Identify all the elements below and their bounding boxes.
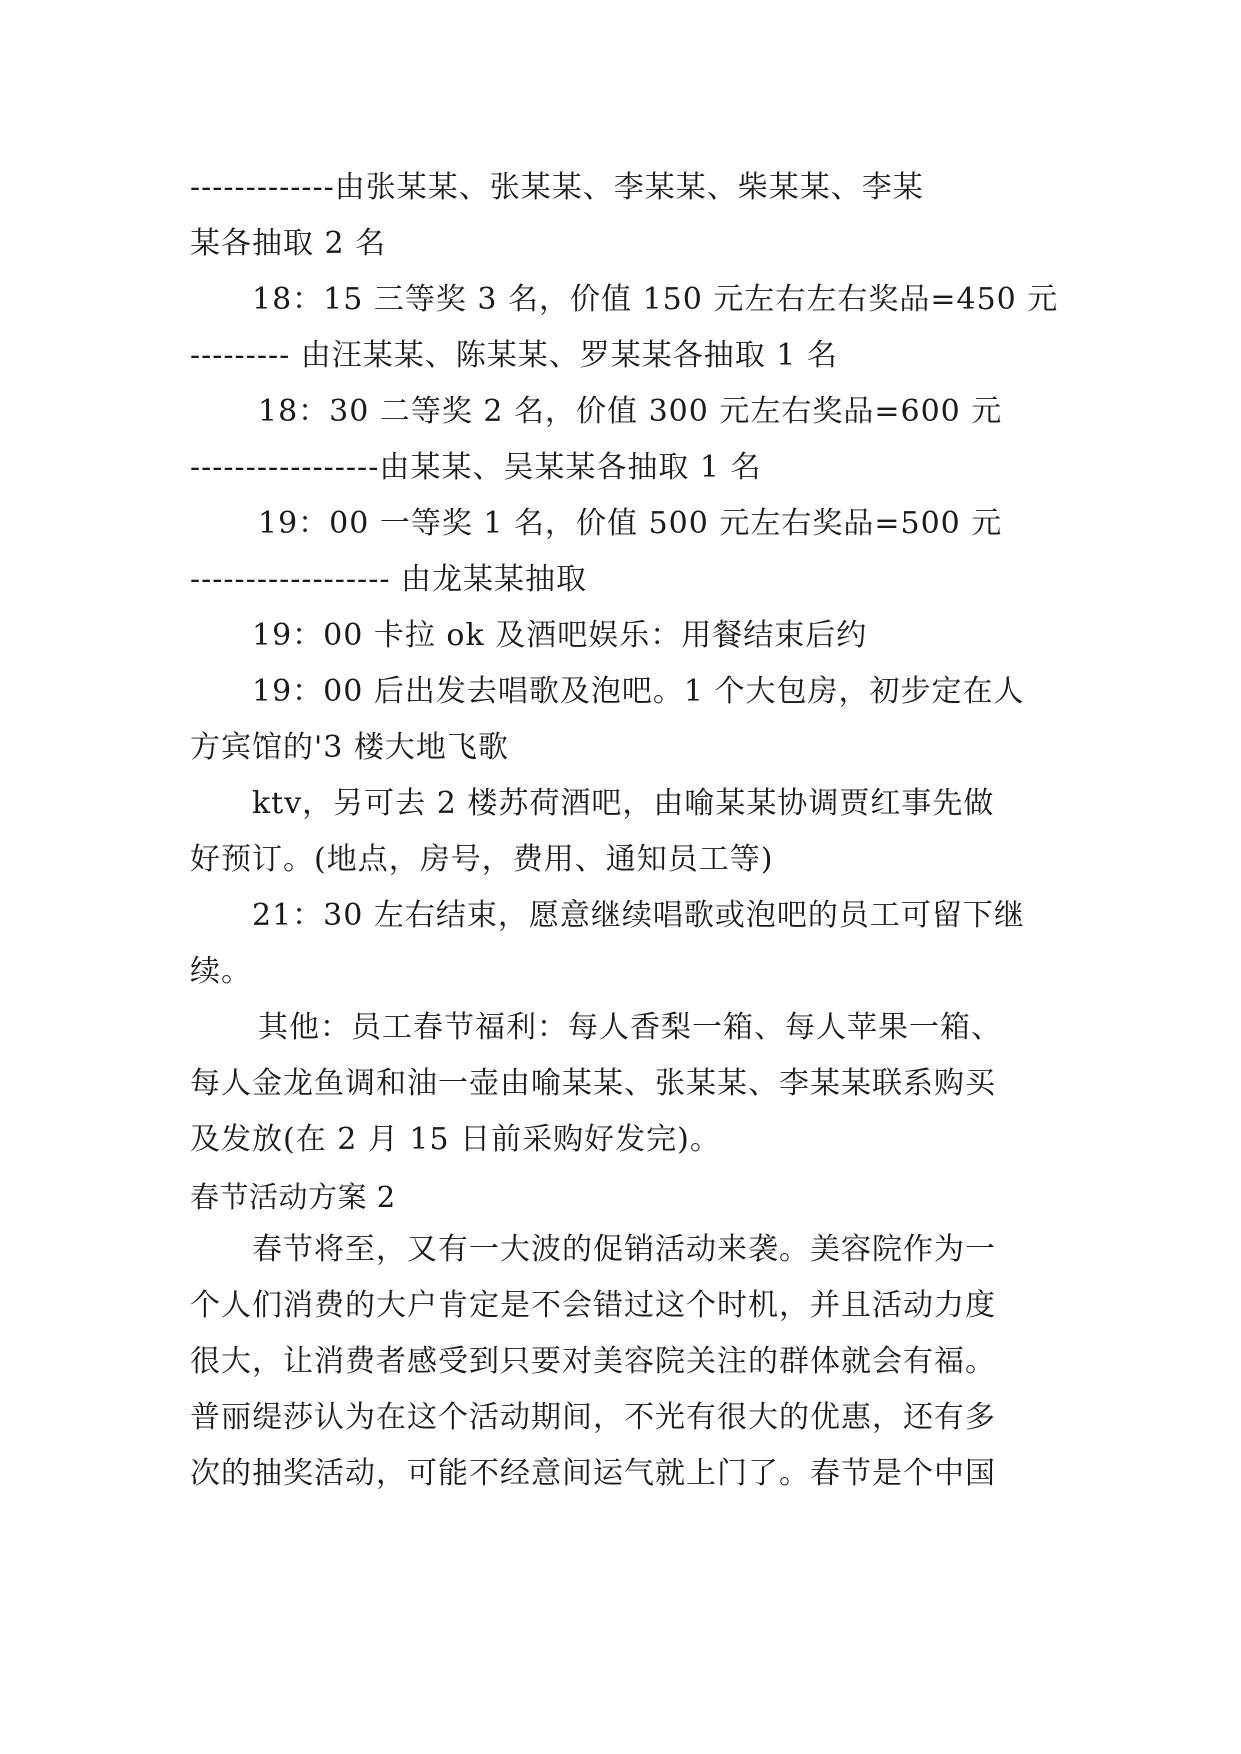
section-heading: 春节活动方案 2 [190,1180,396,1214]
text-line: 好预订。(地点，房号，费用、通知员工等) [190,842,774,877]
text-line: 19：00 一等奖 1 名，价值 500 元左右奖品=500 元 [258,506,1003,541]
section-paragraph [190,1222,1050,1502]
text-line: 方宾馆的'3 楼大地飞歌 [190,730,509,765]
text-line: --------- 由汪某某、陈某某、罗某某各抽取 1 名 [190,338,838,373]
text-line: 春节将至，又有一大波的促销活动来袭。美容院作为一 [252,1232,996,1267]
text-line: 19：00 后出发去唱歌及泡吧。1 个大包房，初步定在人 [252,674,1025,709]
text-line: ------------------ 由龙某某抽取 [190,562,587,597]
document-body [190,160,1059,1502]
prize-schedule-text [190,160,1059,1168]
text-line: 及发放(在 2 月 15 日前采购好发完)。 [190,1122,721,1157]
text-line: 续。 [190,954,252,989]
text-line: 次的抽奖活动，可能不经意间运气就上门了。春节是个中国 [190,1456,996,1491]
text-line: -----------------由某某、吴某某各抽取 1 名 [190,450,762,485]
text-line: 普丽缇莎认为在这个活动期间，不光有很大的优惠，还有多 [190,1400,996,1435]
text-line: 某各抽取 2 名 [190,226,387,261]
text-line: 其他：员工春节福利：每人香梨一箱、每人苹果一箱、 [258,1010,1002,1045]
text-line: -------------由张某某、张某某、李某某、柴某某、李某 [190,170,924,205]
text-line: 个人们消费的大户肯定是不会错过这个时机，并且活动力度 [190,1288,996,1323]
text-line: 18：15 三等奖 3 名，价值 150 元左右左右奖品=450 元 [252,282,1059,317]
text-line: 很大，让消费者感受到只要对美容院关注的群体就会有福。 [190,1344,996,1379]
text-line: 21：30 左右结束，愿意继续唱歌或泡吧的员工可留下继 [252,898,1025,933]
text-line: 每人金龙鱼调和油一壶由喻某某、张某某、李某某联系购买 [190,1066,996,1101]
text-line: 18：30 二等奖 2 名，价值 300 元左右奖品=600 元 [258,394,1003,429]
text-line: 19：00 卡拉 ok 及酒吧娱乐：用餐结束后约 [252,618,868,653]
text-line: ktv，另可去 2 楼苏荷酒吧，由喻某某协调贾红事先做 [252,786,995,821]
